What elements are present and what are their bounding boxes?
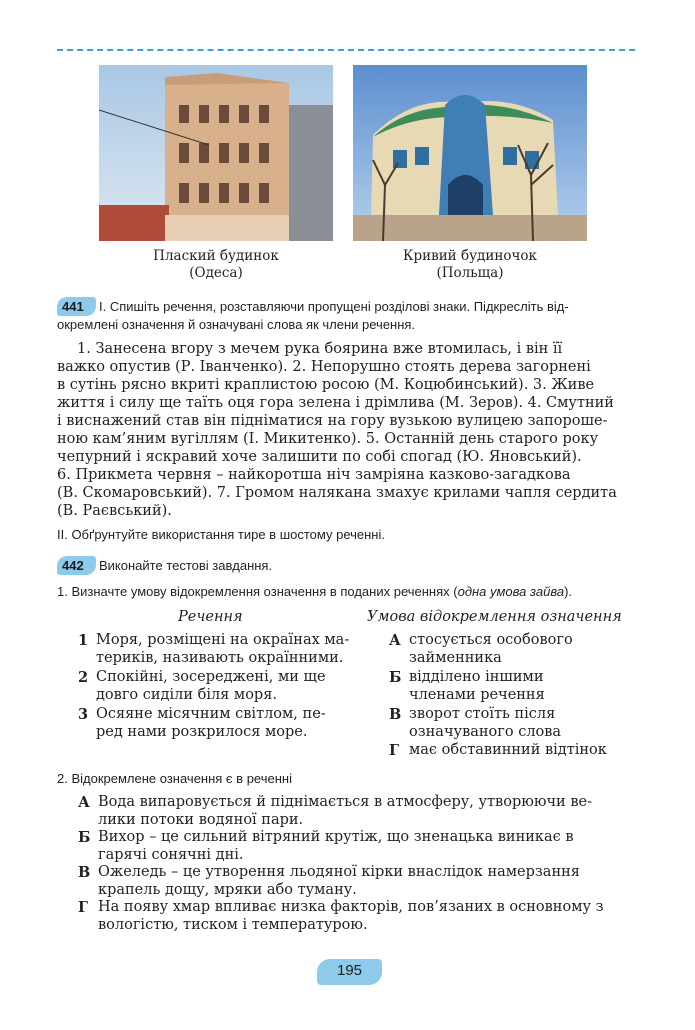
- question-1: 1. Визначте умову відокремлення означення в поданих реченнях (одна умова зайва).: [57, 584, 573, 599]
- sentence-item: 3 Осяяне місячним світлом, пе- ред нами розкрилося море.: [78, 706, 326, 740]
- text-line: в сутінь рясно вкриті краплистою росою (М. Коцюбинський). 3. Живе: [57, 377, 595, 393]
- dashed-divider: [57, 49, 635, 51]
- text-line: і виснажений став він підніматися на гору вузькою вулицею запороше-: [57, 413, 608, 429]
- photo-caption-crooked-house: Кривий будиночок (Польща): [403, 248, 537, 281]
- text-line: важко опустив (Р. Іванченко). 2. Непорушно стоять дерева загорнені: [57, 359, 591, 375]
- condition-item: А стосується особового займенника: [389, 632, 573, 666]
- condition-item: Б відділено іншими членами речення: [389, 669, 545, 703]
- photo-crooked-house: [353, 65, 587, 241]
- column-head-sentences: Речення: [178, 609, 243, 625]
- text-line: ною кам’яним вугіллям (І. Микитенко). 5. Останній день старого року: [57, 431, 599, 447]
- text-line: 1. Занесена вгору з мечем рука боярина вже втомилась, і він її: [77, 341, 563, 357]
- exercise-441-task2: ІІ. Обґрунтуйте використання тире в шостому реченні.: [57, 527, 385, 542]
- condition-item: В зворот стоїть після означуваного слова: [389, 706, 562, 740]
- text-line: (В. Раєвський).: [57, 503, 172, 519]
- text-line: життя і силу ще таїть оця гора зелена і дрімлива (М. Зеров). 4. Смутний: [57, 395, 614, 411]
- question-2: 2. Відокремлене означення є в реченні: [57, 771, 292, 786]
- option-item: Г На появу хмар впливає низка факторів, пов’язаних в основному з вологістю, тиском і температурою.: [78, 899, 604, 933]
- exercise-442-title: Виконайте тестові завдання.: [99, 558, 273, 573]
- text-line: чепурний і яскравий хоче залишити по собі спогад (Ю. Яновський).: [57, 449, 582, 465]
- option-item: А Вода випаровується й піднімається в атмосферу, утворюючи ве- лики потоки водяної пари.: [78, 794, 592, 828]
- condition-item: Г має обставинний відтінок: [389, 742, 607, 759]
- exercise-441-text: [57, 340, 637, 520]
- exercise-number-badge: 442: [57, 556, 96, 575]
- page-number: 195: [336, 962, 363, 979]
- sentence-item: 2 Спокійні, зосереджені, ми ще довго сиділи біля моря.: [78, 669, 326, 703]
- sentence-item: 1 Моря, розміщені на окраїнах ма- териків, називають окраїнними.: [78, 632, 350, 666]
- option-item: В Ожеледь – це утворення льодяної кірки внаслідок намерзання крапель дощу, мряки або туману.: [78, 864, 580, 898]
- option-item: Б Вихор – це сильний вітряний крутіж, що зненацька виникає в гарячі сонячні дні.: [78, 829, 574, 863]
- photo-flat-house: [99, 65, 333, 241]
- photo-caption-flat-house: Плаский будинок (Одеса): [153, 248, 279, 281]
- exercise-number-badge: 441: [57, 297, 96, 316]
- column-head-conditions: Умова відокремлення означення: [367, 609, 622, 625]
- text-line: (В. Скомаровський). 7. Громом налякана змахує крилами чапля сердита: [57, 485, 617, 501]
- text-line: 6. Прикмета червня – найкоротша ніч замріяна казково-загадкова: [57, 467, 571, 483]
- exercise-441-task1-line2: окремлені означення й означувані слова як члени речення.: [57, 317, 416, 332]
- exercise-441-task1-line1: І. Спишіть речення, розставляючи пропущені розділові знаки. Підкресліть від-: [99, 299, 569, 314]
